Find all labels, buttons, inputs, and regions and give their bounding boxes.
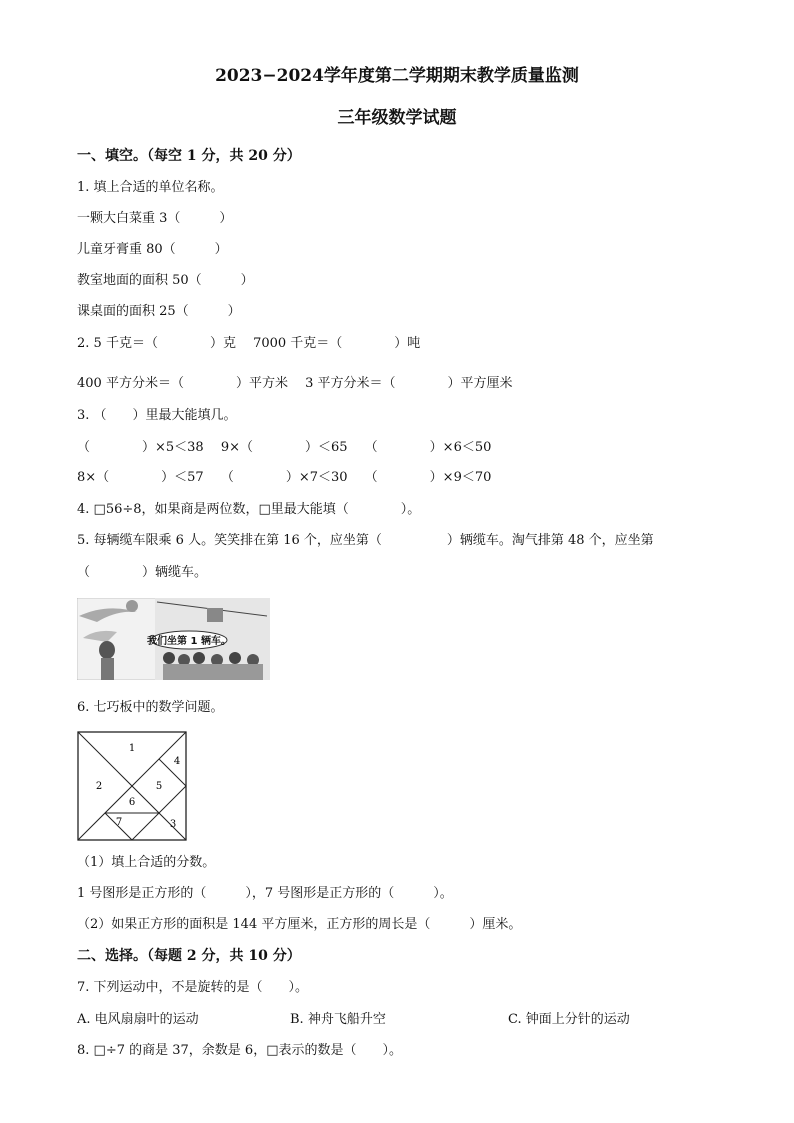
q1-item-a: 一颗大白菜重 3（ ） (77, 211, 233, 226)
q6-part-2: （2）如果正方形的面积是 144 平方厘米，正方形的周长是（ ）厘米。 (77, 917, 522, 932)
tangram-figure (77, 731, 187, 841)
q3-row-1: （ ）×5＜38 9×（ ）＜65 （ ）×6＜50 (77, 440, 492, 455)
cable-car-illustration (77, 598, 270, 680)
q3-row-2: 8×（ ）＜57 （ ）×7＜30 （ ）×9＜70 (77, 470, 492, 485)
tangram-label-5: 5 (155, 781, 163, 792)
q6-part-1: （1）填上合适的分数。 (77, 855, 216, 870)
exam-title: 2023−2024学年度第二学期期末教学质量监测 (215, 66, 579, 86)
q5-line-1: 5. 每辆缆车限乘 6 人。笑笑排在第 16 个，应坐第（ ）辆缆车。淘气排第 48 个，应坐第 (77, 533, 654, 548)
q4-text: 4. □56÷8，如果商是两位数，□里最大能填（ ）。 (77, 502, 421, 517)
speech-bubble-text: 我们坐第 1 辆车。 (147, 636, 231, 647)
q1-item-b: 儿童牙膏重 80（ ） (77, 242, 228, 257)
section-1-heading: 一、填空。（每空 1 分，共 20 分） (77, 148, 301, 164)
q1-stem: 1. 填上合适的单位名称。 (77, 180, 224, 195)
tangram-label-4: 4 (173, 756, 181, 767)
cable-car-drawing (77, 598, 270, 680)
q1-item-c: 教室地面的面积 50（ ） (77, 273, 254, 288)
q6-stem: 6. 七巧板中的数学问题。 (77, 700, 224, 715)
tangram-label-3: 3 (169, 819, 177, 830)
exam-subtitle: 三年级数学试题 (337, 108, 457, 128)
section-2-heading: 二、选择。（每题 2 分，共 10 分） (77, 948, 301, 964)
tangram-label-6: 6 (128, 797, 136, 808)
q5-line-2: （ ）辆缆车。 (77, 565, 208, 580)
q7-option-a: A. 电风扇扇叶的运动 (77, 1012, 199, 1027)
q7-option-b: B. 神舟飞船升空 (290, 1012, 386, 1027)
q6-part-1-line: 1 号图形是正方形的（ ），7 号图形是正方形的（ ）。 (77, 886, 453, 901)
tangram-label-1: 1 (128, 743, 136, 754)
q8-text: 8. □÷7 的商是 37，余数是 6，□表示的数是（ ）。 (77, 1043, 402, 1058)
q3-stem: 3. （ ）里最大能填几。 (77, 408, 237, 423)
q7-stem: 7. 下列运动中，不是旋转的是（ ）。 (77, 980, 309, 995)
tangram-label-7: 7 (115, 817, 123, 828)
q1-item-d: 课桌面的面积 25（ ） (77, 304, 241, 319)
q2-line-1: 2. 5 千克＝（ ）克 7000 千克＝（ ）吨 (77, 336, 421, 351)
tangram-label-2: 2 (95, 781, 103, 792)
tangram-drawing (77, 731, 187, 841)
q2-line-2: 400 平方分米＝（ ）平方米 3 平方分米＝（ ）平方厘米 (77, 376, 513, 391)
q7-option-c: C. 钟面上分针的运动 (508, 1012, 630, 1027)
